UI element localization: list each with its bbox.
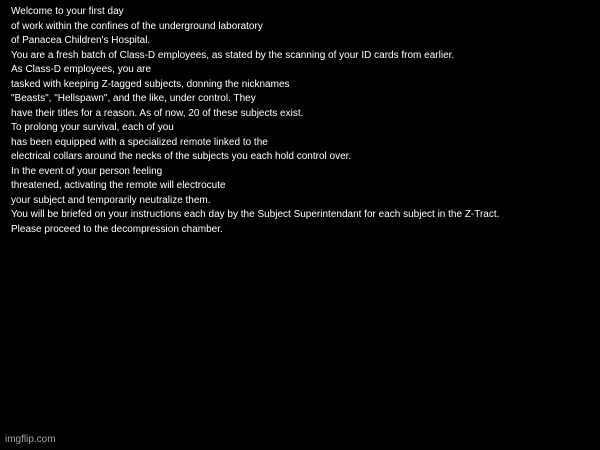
text-line: electrical collars around the necks of the subjects you each hold control over. [11, 151, 352, 162]
text-line: have their titles for a reason. As of now, 20 of these subjects exist. [11, 107, 304, 119]
text-line: To prolong your survival, each of you [11, 122, 174, 133]
text-line: tasked with keeping Z-tagged subjects, donning the nicknames [11, 78, 290, 90]
text-line: Welcome to your first day [11, 6, 124, 17]
text-line: your subject and temporarily neutralize them. [11, 194, 211, 206]
text-line: As Class-D employees, you are [11, 64, 152, 75]
text-line: "Beasts", "Hellspawn", and the like, under control. They [11, 93, 256, 104]
text-line: threatened, activating the remote will electrocute [11, 180, 226, 191]
text-line: You are a fresh batch of Class-D employees, as stated by the scanning of your ID cards from earlier. [11, 49, 455, 61]
text-line: You will be briefed on your instructions each day by the Subject Superintendant for each subject in the Z-Tract. [11, 209, 500, 220]
imgflip-watermark: imgflip.com [5, 434, 56, 445]
text-block [11, 5, 594, 237]
text-line: In the event of your person feeling [11, 165, 163, 177]
text-line: of work within the confines of the underground laboratory [11, 20, 263, 32]
text-line: of Panacea Children's Hospital. [11, 35, 151, 46]
text-line: Please proceed to the decompression chamber. [11, 223, 223, 235]
text-line: has been equipped with a specialized remote linked to the [11, 136, 268, 148]
